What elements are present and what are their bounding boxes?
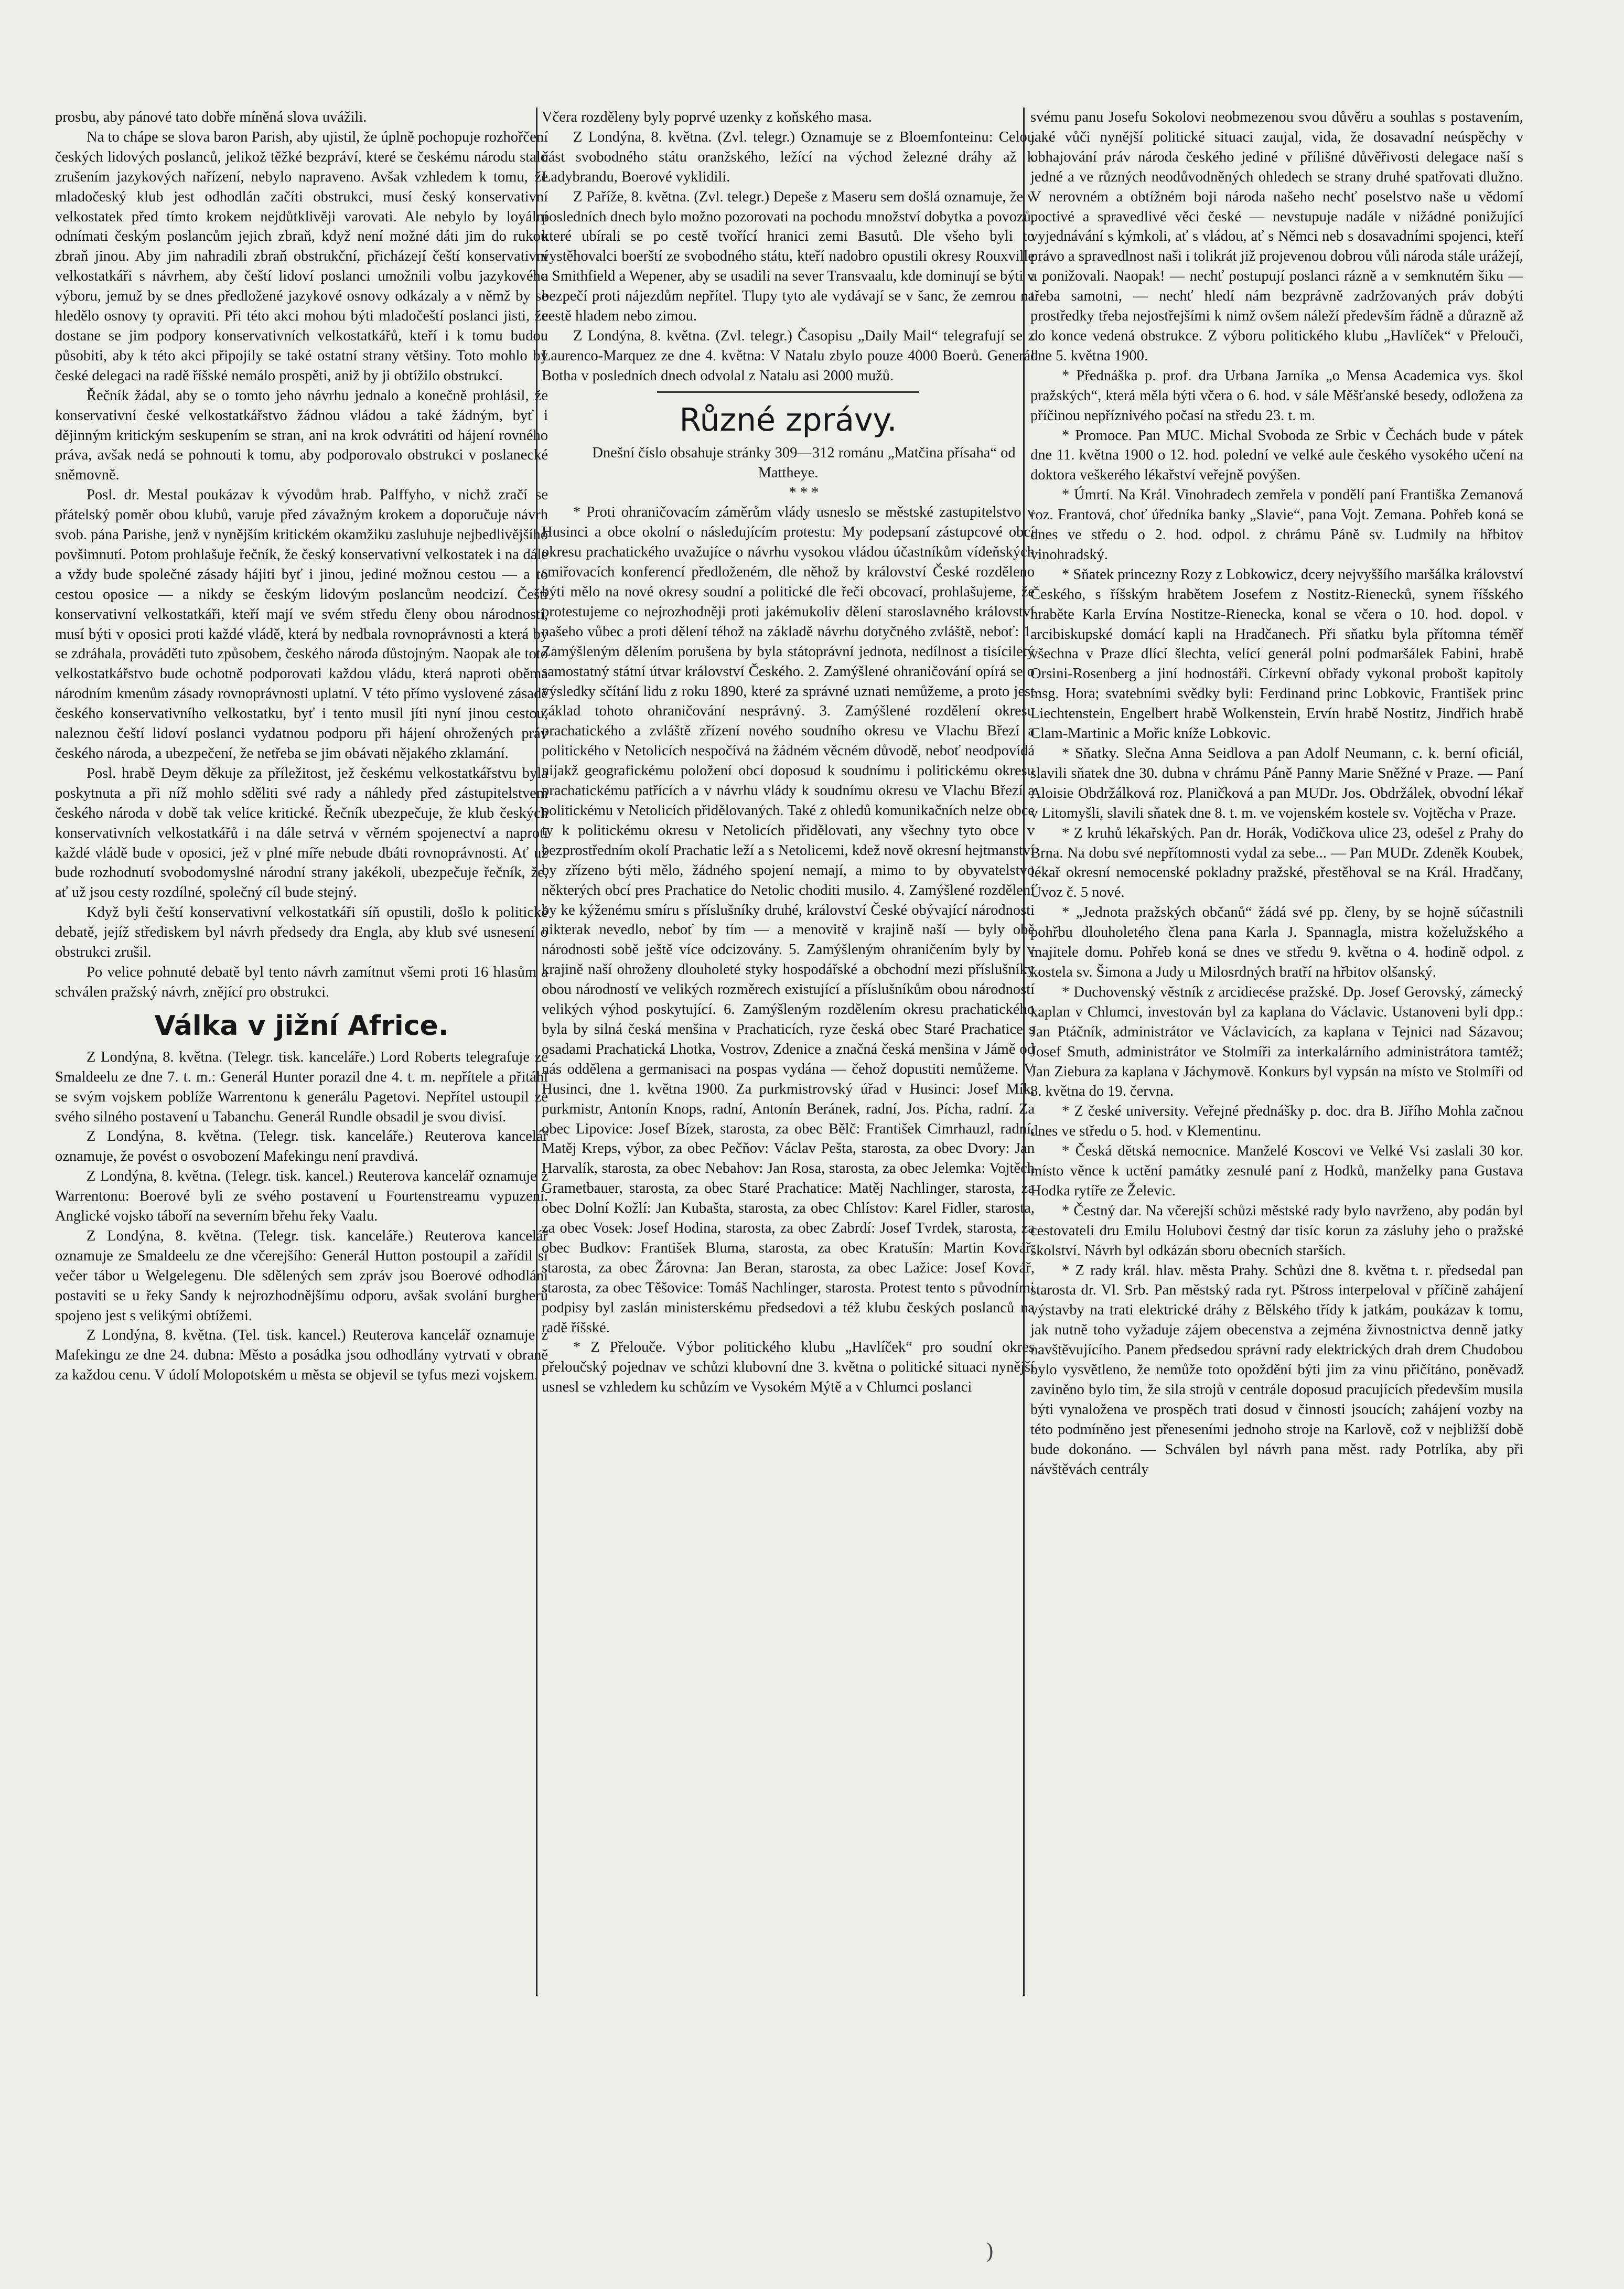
paragraph: Po velice pohnuté debatě byl tento návrh zamítnut všemi proti 16 hlasům a schválen pražský návrh, znějící pro obstrukci. [55,964,548,1000]
news-item: * Přednáška p. prof. dra Urbana Jarníka „o Mensa Academica vys. škol pražských“, která měla býti včera o 6. hod. v sále Měšťanské besedy, odložena za příčinou nepříznivého počasí na středu 23. t. m. [1030,367,1523,424]
paragraph: svému panu Josefu Sokolovi neobmezenou svou důvěru a souhlas s postavením, jaké vůči nynější politické situaci zaujal, vida, že dosavadní neúspěchy v obhajování práv národa českého jediné v přílišné důvěřivosti delegace naší s jedné a ve různých neodůvodněných ohledech se strany druhé spatřovati dlužno. V nerovném a obtížném boji národa našeho nechť poselstvo naše u vědomí poctivé a spravedlivé věci české — nevstupuje nadále v nižádné ponižující vyjednávání s kýmkoli, ať s vládou, ať s Němci neb s dosavadními spojenci, kteří právo a spravedlnost naši i tolikrát již projevenou dobrou vůli národa stále urážejí, a ponižovali. Naopak! — nechť postupují poslanci rázně a v semknutém šiku — třeba samotni, — nechť hledí nám bezprávně zadržovaných práv dobýti prostředky třeba nejostřejšími k nimž ovšem náleží především řádně a důrazně až do konce vedená obstrukce. Z výboru politického klubu „Havlíček“ v Přelouči, dne 5. května 1900. [1030,109,1523,364]
news-item: Z Londýna, 8. května. (Telegr. tisk. kanceláře.) Reuterova kancelář oznamuje, že povést o osvobození Mafekingu není pravdivá. [55,1128,548,1165]
section-heading-war: Válka v jižní Africe. [154,1010,449,1042]
news-item: Z Paříže, 8. května. (Zvl. telegr.) Depeše z Maseru sem došlá oznamuje, že v posledních dnech bylo možno pozorovati na pochodu množství dobytka a povozů, které ubírali se po cestě tvořící hranici zemi Basutů. Dle všeho byli to vystěhovalci boerští ze svobodného státu, kteří nadobro opustili okresy Rouxville a Smithfield a Wepener, aby se usadili na sever Transvaalu, kde dominují se býti v bezpečí proti nájezdům nepřítel. Tlupy tyto ale vydávají se v šanc, že zemrou na cestě hladem nebo zimou. [542,188,1035,325]
star-separator: * * * [789,484,819,501]
column-3 [1030,108,1523,1838]
paragraph: Posl. dr. Mestal poukázav k vývodům hrab. Palffyho, v nichž zračí se přátelský poměr obou klubů, varuje před závažným krokem a doporučuje návrh svob. pána Parishe, jenž v nynějším kritickém okamžiku zasluhuje nejbedlivějšího povšimnutí. Potom prohlašuje řečník, že český konservativní velkostatek i na dále a vždy bude společné zásady hájiti byť i jinou, jediné možnou cestou — a to cestou oposice — a nikdy se českým lidovým poslancům neodcizí. Čeští konservativní velkostatkáři, kteří mají ve svém středu členy obou národností, musí býti v oposici proti každé vládě, která by nedbala rovnoprávnosti a která by se zdráhala, prováděti tuto způsobem, českého národa důstojným. Naopak ale toto velkostatkářstvo bude ochotně podporovati každou vládu, která naproti oběma národním kmenům zásady rovnoprávnosti uplatní. V této přímo vyslovené zásadě českého konservativního velkostatku, byť i tento musil jíti nyní jinou cestou, naleznou čeští lidoví poslanci vydatnou podporu při hájení ohrožených práv českého národa, a ubezpečení, že netřeba se jim obávati nějakého zklamání. [55,487,548,762]
news-item: * Z Přelouče. Výbor politického klubu „Havlíček“ pro soudní okres přeloučský pojednav ve schůzi klubovní dne 3. května o politické situaci nynější usnesl se vzhledem ku schůzím ve Vysokém Mýtě a v Chlumci poslanci [542,1339,1035,1396]
divider [657,391,919,393]
column-2 [542,108,1035,1838]
news-item: Z Londýna, 8. května. (Tel. tisk. kancel.) Reuterova kancelář oznamuje z Mafekingu ze dne 24. dubna: Město a posádka jsou odhodlány vytrvati v obraně za každou cenu. V údolí Molopotském u města se objevil se tyfus mezi vojskem. [55,1327,548,1384]
paragraph: Na to chápe se slova baron Parish, aby ujistil, že úplně pochopuje rozhořčení českých lidových poslanců, jelikož těžké bezpráví, které se českému národu stalo zrušením jazykových nařízení, nebylo napraveno. Avšak vzhledem k tomu, že mladočeský klub jest odhodlán začíti obstrukci, musí český konservativní velkostatek před tímto krokem nejdůtklivěji varovati. Ale nebylo by loyální odnímati českým poslancům jejich zbraň, když není možné dáti jim do rukou zbraň jinou. Aby jim nahradili zbraň obstrukční, přicházejí čeští konservativní velkostatkáři s návrhem, aby čeští lidoví poslanci umožnili volbu jazykového výboru, jemuž by se dnes předložené jazykové osnovy odkázaly a v němž by se hledělo osnovy ty opraviti. Při této akci mohou býti mladočeští poslanci jisti, že dostane se jim podpory konservativních velkostatkářů, kteří i k tomu budou působiti, aby k této akci připojily se také ostatní strany většiny. Toto mohlo by české delegaci na radě říšské nemálo prospěti, aniž by ji obtížilo obstrukcí. [55,129,548,384]
news-item: * Česká dětská nemocnice. Manželé Koscovi ve Velké Vsi zaslali 30 kor. místo věnce k uctění památky zesnulé paní z Hodků, manželky pana Gustava Hodka rytíře ze Želevic. [1030,1143,1523,1199]
paragraph: prosbu, aby pánové tato dobře míněná slova uvážili. [55,109,367,125]
news-item: * „Jednota pražských občanů“ žádá své pp. členy, by se hojně súčastnili pohřbu dlouholetého člena pana Karla J. Spannagla, mistra koželužského a majitele domu. Pohřeb koná se dnes ve středu 9. května o 4. hodině odpol. z kostela sv. Šimona a Judy u Milosrdných bratří na hřbitov olšanský. [1030,904,1523,980]
paragraph: Včera rozděleny byly poprvé uzenky z koňského masa. [542,109,872,125]
news-item: * Sňatek princezny Rozy z Lobkowicz, dcery nejvyššího maršálka království Českého, s říšským hrabětem Josefem z Nostitz-Rienecků, synem říšského hraběte Karla Ervína Nostitze-Rieneckа, konal se včera o 10. hod. dopol. v arcibiskupské domácí kapli na Hradčanech. Při sňatku byla přítomna téměř všechna v Praze dlící šlechta, velící generál polní podmaršálek Fabini, hrabě Orsini-Rosenberg a jiní hodnostáři. Církevní obřady vykonal probošt kapitoly msg. Hora; svatebními svědky byli: Ferdinand princ Lobkovic, František princ Liechtenstein, Engelbert hrabě Wolkenstein, Ervín hrabě Nostitz, Jindřich hrabě Clam-Martinic a Mořic kníže Lobkovic. [1030,566,1523,742]
column-1 [55,108,548,1713]
issue-note: Dnešní číslo obsahuje stránky 309—312 románu „Matčina přísaha“ od Mattheye. [592,444,1016,481]
news-item: Z Londýna, 8. května. (Telegr. tisk. kanceláře.) Reuterova kancelář oznamuje ze Smaldeelu ze dne včerejšího: Generál Hutton postoupil a zařídil si večer tábor u Welgelegenu. Dle sdělených sem zpráv jsou Boerové odhodláni postaviti se u řeky Sandy k nejrozhodnějšímu odporu, avšak svolání burgherů spojeno jest s velikými obtížemi. [55,1227,548,1324]
news-item: Z Londýna, 8. května. (Telegr. tisk. kancel.) Reuterova kancelář oznamuje z Warrentonu: Boerové byli ze svého postavení u Fourtenstreamu vypuzeni. Anglické vojsko táboří na severním břehu řeky Vaalu. [55,1168,548,1225]
section-heading-misc: Různé zprávy. [679,401,897,438]
paragraph: Řečník žádal, aby se o tomto jeho návrhu jednalo a konečně prohlásil, že konservativní české velkostatkářstvo žádnou vládou a také žádným, byť i dějinným kritickým seskupením se stran, ani na krok odvrátiti od hájení rovného práva, avšak nedá se pohnouti k tomu, aby podporovalo obstrukci v poslanecké sněmovně. [55,387,548,484]
news-item: Z Londýna, 8. května. (Zvl. telegr.) Oznamuje se z Bloemfonteinu: Celou část svobodného státu oranžského, ležící na východ železné dráhy až k Ladybrandu, Boerové vyklidili. [542,129,1035,185]
news-item: * Z rady král. hlav. města Prahy. Schůzi dne 8. května t. r. předsedal pan starosta dr. Vl. Srb. Pan městský rada ryt. Pštross interpeloval v příčině zahájení výstavby na trati elektrické dráhy z Bělského třídy k jatkám, poukázav k tomu, jak nutně toho vyžaduje zájem obecenstva a zejména živnostnictva denně jatky navštěvujícího. Panem předsedou správní rady elektrických drah drem Chudobou bylo vysvětleno, že nemůže toto opoždění býti jim za vinu přičítáno, poněvadž zaviněno bylo tím, že sila strojů v centrále doposud pracujících především musila býti vynaložena ve prospěch trati dosud v činnosti jsoucích; zahájení vozby na této podmíněno jest přeneseními jednoho stroje na Karlově, což v nejbližší době bude dokonáno. — Schválen byl návrh pana měst. rady Potrlíka, aby při návštěvách centrály [1030,1262,1523,1478]
news-item: * Sňatky. Slečna Anna Seidlova a pan Adolf Neumann, c. k. berní oficiál, slavili sňatek dne 30. dubna v chrámu Páně Panny Marie Sněžné v Praze. — Paní Aloisie Obdržálková roz. Planičková a pan MUDr. Jos. Obdržálek, obvodní lékař v Litomyšli, slavili sňatek dne 8. t. m. ve vojenském kostele sv. Vojtěcha v Praze. [1030,745,1523,821]
news-item: * Duchovenský věstník z arcidiecése pražské. Dp. Josef Gerovský, zámecký kaplan v Chlumci, investován byl za kaplana do Václavic. Ustanoveni byli dpp.: Jan Ptáčník, administrátor ve Václavicích, za kaplana v Tejnici nad Sázavou; Josef Smuth, administrátor ve Stolmíři za interkalárního administrátora tamtéž; Jan Ziebura za kaplana v Jáchymově. Konkurs byl vypsán na místo ve Stolmíři od 8. května do 19. června. [1030,983,1523,1100]
news-item: * Čestný dar. Na včerejší schůzi městské rady bylo navrženo, aby podán byl cestovateli dru Emilu Holubovi čestný dar tisíc korun za zásluhy jeho o pražské školství. Návrh byl odkázán sboru obecních starších. [1030,1202,1523,1259]
news-item: * Proti ohraničovacím záměrům vlády usneslo se městské zastupitelstvo v Husinci a obce okolní o následujícím protestu: My podepsaní zástupcové obcí okresu prachatického uvažujíce o návrhu vysokou vládou účastníkům vídeňských smiřovacích konferencí předloženém, dle něhož by království České rozděleno býti mělo na nové okresy soudní a politické dle řeči obcovací, prohlašujeme, že protestujeme co nejrozhodněji proti jakémukoliv dělení staroslavného království našeho vůbec a proti dělení téhož na základě návrhu dotyčného zvláště, neboť: 1. Zamýšleným dělením porušena by byla státoprávní jednota, nedílnost a tisíciletý samostatný státní útvar království Českého. 2. Zamýšlené ohraničování opírá se o výsledky sčítání lidu z roku 1890, které za správné uznati nemůžeme, a proto jest základ tohoto ohraničování nesprávný. 3. Zamýšlené rozdělení okresu prachatického a zvláště zřízení nového soudního okresu ve Vlachu Březí a politického v Netolicích nespočívá na žádném věcném důvodě, neboť neodpovídá nijakž geografickému položení obcí doposud k soudnímu i politickému okresu prachatickému patřících a v návrhu vlády k soudnímu okresu ve Vlachu Březí a politickému v Netolicích přidělovaných. Také z ohledů komunikačních nelze obce ty k politickému okresu v Netolicích přidělovati, any všechny tyto obce v bezprostředním okolí Prachatic leží a s Netolicemi, kdež nově okresní hejtmanství by zřízeno býti mělo, žádného spojení nemají, a mimo to by obyvatelstvo některých obcí pres Prachatice do Netolic choditi musilo. 4. Zamýšlené rozdělení by ke kýženému smíru s příslušníky druhé, království České obývající národnosti nikterak nevedlo, neboť by tím — a menovitě v krajině naší — byly obě národnosti sobě ještě více odcizovány. 5. Zamýšleným ohraničením byly by v krajině naší ohroženy dlouholeté styky hospodářské a obchodní mezi příslušníky obou národností ve velikých rozměrech existující a příslušníkům obou národností velikých výhod poskytující. 6. Zamýšleným rozdělením okresu prachatického byla by silná česká menšina v Prachaticích, ryze česká obec Staré Prachatice s osadami Prachatická Lhotka, Vostrov, Zdenice a značná česká menšina v Jámě od nás oddělena a germanisaci na pospas vydána — čehož dopustiti nemůžeme. V Husinci, dne 1. května 1900. Za purkmistrovský úřad v Husinci: Josef Mík, purkmistr, Antonín Knops, radní, Antonín Beránek, radní, Jos. Pícha, radní. Za obec Lipovice: Josef Bízek, starosta, za obec Bělč: František Cimrhauzl, radní, Matěj Kreps, výbor, za obec Pečňov: Václav Pešta, starosta, za obec Dvory: Jan Harvalík, starosta, za obec Nebahov: Jan Rosa, starosta, za obec Jelemka: Vojtěch Grametbauer, starosta, za obec Staré Prachatice: Matěj Nachlinger, starosta, za obec Dolní Kožlí: Jan Kubašta, starosta, za obec Chlístov: Karel Fidler, starosta, za obec Vosek: Josef Hodina, starosta, za obec Zabrdí: Josef Tvrdek, starosta, za obec Budkov: František Bluma, starosta, za obec Kratušín: Martin Kovář, starosta, za obec Žárovna: Jan Beran, starosta, za obec Lažice: Josef Kovář, starosta, za obec Těšovice: Tomáš Nachlinger, starosta. Protest tento s původními podpisy byl zaslán ministerskému předsedovi a též klubu českých poslanců na radě říšské. [542,504,1035,1336]
news-item: Z Londýna, 8. května. (Telegr. tisk. kanceláře.) Lord Roberts telegrafuje ze Smaldeelu ze dne 7. t. m.: Generál Hunter porazil dne 4. t. m. nepřítele a přitáhl se svým vojskem poblíže Warrentonu k generálu Pagetovi. Nepřítel ustoupil ze svého silného postavení u Tabanchu. Generál Rundle obsadil je svou divisí. [55,1049,548,1125]
news-item: * Z české university. Veřejné přednášky p. doc. dra B. Jiřího Mohla začnou dnes ve středu o 5. hod. v Klementinu. [1030,1103,1523,1140]
news-item: Z Londýna, 8. května. (Zvl. telegr.) Časopisu „Daily Mail“ telegrafují se z Laurenco-Marquez ze dne 4. května: V Natalu zbylo pouze 4000 Boerů. Generál Botha v posledních dnech odvolal z Natalu asi 2000 mužů. [542,327,1035,384]
news-item: * Promoce. Pan MUC. Michal Svoboda ze Srbic v Čechách bude v pátek dne 11. května 1900 o 12. hod. polední ve velké aule českého vysokého učení na doktora veškerého lékařství veřejně povýšen. [1030,427,1523,484]
news-item: * Úmrtí. Na Král. Vinohradech zemřela v pondělí paní Františka Zemanová roz. Frantová, choť úředníka banky „Slavie“, pana Vojt. Zemana. Pohřeb koná se dnes ve středu o 2. hod. odpol. z chrámu Páně sv. Ludmily na hřbitov vinohradský. [1030,487,1523,563]
paragraph: Když byli čeští konservativní velkostatkáři síň opustili, došlo k politické debatě, jejíž střediskem byl návrh předsedy dra Engla, aby klub své usnesení o obstrukci zrušil. [55,904,548,961]
news-item: * Z kruhů lékařských. Pan dr. Horák, Vodičkova ulice 23, odešel z Prahy do Brna. Na dobu své nepřítomnosti vydal za sebe... — Pan MUDr. Zdeněk Koubek, lékař okresní nemocenské pokladny pražské, přestěhoval se na Král. Hradčany, Úvoz č. 5 nové. [1030,825,1523,901]
paragraph: Posl. hrabě Deym děkuje za příležitost, jež českému velkostatkářstvu byla poskytnuta a při níž mohlo sděliti své rady a náhledy před zástupitelstvem českého národa v době tak velice kritické. Řečník ubezpečuje, že klub českých konservativních velkostatkářů i na dále setrvá v věrném spojenectví a naproti každé vládě bude v oposici, jež v plné míře nebude dbáti rovnoprávnosti. Ať už bude rozhodnutí svobodomyslné národní strany jakékoli, ubezpečuje řečník, že, ať už jsou cesty rozdílné, společný cíl bude stejný. [55,765,548,901]
page-mark: ) [986,2240,994,2264]
